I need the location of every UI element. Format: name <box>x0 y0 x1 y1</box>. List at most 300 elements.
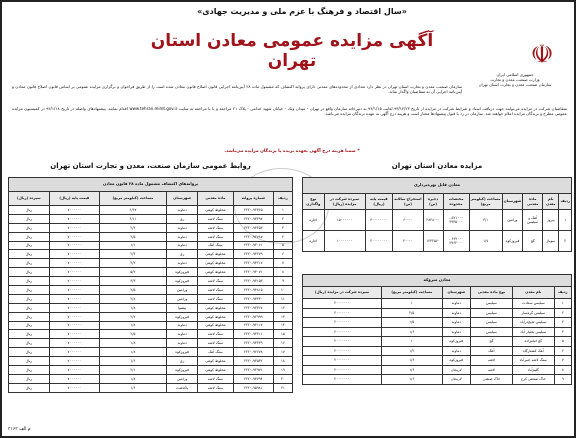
table-caption: معادن قابل بهره‌برداری <box>303 178 572 194</box>
table-cell: ۱/۶ <box>381 356 442 366</box>
table-cell: ۹ <box>273 277 292 286</box>
table-cell: دماوند <box>166 206 197 215</box>
table-cell: سنگ لاشه <box>198 232 233 241</box>
table-cell: ۱۲۴۴۵۶۰ <box>423 231 443 252</box>
table-cell: ۲۲۲۰-۹۲۹۹۹ <box>233 312 273 321</box>
table-cell: ۱ <box>381 299 442 309</box>
table-row <box>303 231 572 252</box>
table-cell: ۲۱ <box>273 383 292 392</box>
table-cell: ۷۰۰۰۰۰۰ <box>49 214 99 223</box>
table-row <box>303 299 572 309</box>
table-row <box>9 241 293 250</box>
table-cell: ریال <box>9 339 50 348</box>
table-cell: سیلیس <box>470 299 512 309</box>
table-cell: ۲۰۰۰۰۰۰۰ <box>303 327 382 337</box>
table-cell: ۵ <box>554 337 571 347</box>
table-cell: ۷۰۰۰۰۰۰ <box>49 366 99 375</box>
table-cell: لاریجان <box>442 375 470 385</box>
table-cell: ری <box>166 214 197 223</box>
table-cell: ۵/۲ <box>99 268 166 277</box>
table-cell: ۲۰۰۰۰۰۰۰ <box>303 299 382 309</box>
table-cell: ۱۵۰۰۰۰۰۰ <box>324 210 365 231</box>
table-row <box>303 356 572 366</box>
table-cell: ریال <box>9 321 50 330</box>
table-body <box>303 210 572 252</box>
table-row <box>9 232 293 241</box>
table-cell: مخلوط کوهی <box>198 321 233 330</box>
table-cell: ریال <box>9 330 50 339</box>
column-header: سپرده (ریال) <box>9 192 50 206</box>
table-cell: ۲/۵ <box>99 330 166 339</box>
table-row <box>9 357 293 366</box>
exploration-permits-table <box>8 177 293 393</box>
column-header: مساحت (کیلومتر مربع) <box>99 192 166 206</box>
table-cell: ۲۲۲۰-۹۳۴۹۷ <box>233 214 273 223</box>
table-cell: ۱۷ <box>273 348 292 357</box>
table-cell: ۶ <box>554 346 571 356</box>
table-cell: ورامین <box>166 374 197 383</box>
table-cell: دماوند <box>166 321 197 330</box>
table-cell: ۱ <box>381 337 442 347</box>
table-cell: سیلیس سعادت <box>512 299 554 309</box>
table-cell: ۱/۱ <box>99 241 166 250</box>
table-cell: گلیم‌آباد <box>512 365 554 375</box>
table-cell: ۲/۴ <box>99 250 166 259</box>
table-cell: سنگ لاشه <box>198 223 233 232</box>
table-cell: دماوند <box>166 330 197 339</box>
table-row <box>9 250 293 259</box>
table-cell: اجاره <box>303 210 325 231</box>
table-row <box>303 337 572 347</box>
table-cell: مخلوط کوهی <box>198 259 233 268</box>
conditions-paragraph: متقاضیان شرکت در مزایده می‌توانند جهت دریافت اسناد و شرایط شرکت در مزایده از تاریخ ۹۳/۱۲/۲۳ لغایت ۹۴/۱/۱۵ به دبیرخانه سازمان واقع در تهران - میدان ونک - خیابان شهید خدامی - پلاک ۲۱ مراجعه و یا با مراجعه به سایت www.tehran.mimt.gov.ir اقدام نمایند. پیشنهادهای واصله در تاریخ ۹۴/۱/۱۸ در کمیسیون مزایده عمومی مطرح و برندگان مزایده اعلام خواهند شد. سازمان در رد یا قبول پیشنهادها مختار است و هزینه درج آگهی به عهده برندگان مزایده می‌باشد. <box>12 106 567 117</box>
table-cell: ۱/۸ <box>99 348 166 357</box>
table-cell: سنگ لاشه <box>198 214 233 223</box>
table-cell: ۴ <box>273 232 292 241</box>
table-cell: ۶۰۰۰۰ <box>393 210 423 231</box>
table-cell: سیلیس بختیار آباد <box>512 327 554 337</box>
table-cell: فیروزکوه <box>442 337 470 347</box>
table-cell: ۲/۲ <box>99 223 166 232</box>
table-cell: ۲۰۰۰۰۰۰۰ <box>303 308 382 318</box>
table-cell: ۱ <box>273 206 292 215</box>
table-cell: ۲۰۰۰۰۰۰۰ <box>303 346 382 356</box>
table-cell: لاشه <box>470 365 512 375</box>
column-header: نوع ماده معدنی <box>470 287 512 299</box>
active-mines-table-wrap <box>302 177 572 252</box>
table-cell: ۲/۸ <box>99 294 166 303</box>
table-cell: سنگ لاشه <box>198 277 233 286</box>
column-header: شهرستان <box>502 194 523 210</box>
table-cell: ۱/۶ <box>381 375 442 385</box>
iran-emblem-icon: ☫ <box>530 40 554 70</box>
table-cell: ۷۰۰۰۰۰۰ <box>49 348 99 357</box>
table-cell: ۱/۶ <box>99 383 166 392</box>
table-cell: دماوند <box>442 327 470 337</box>
column-header: ماده معدنی <box>198 192 233 206</box>
table-cell: ورامین <box>166 294 197 303</box>
table-cell: ۸ <box>273 268 292 277</box>
table-cell: ۲/۲ <box>99 312 166 321</box>
table-cell: خاک صنعتی کرج <box>512 375 554 385</box>
table-cell: ۲/۵ <box>99 286 166 295</box>
table-cell: ۷۰۰۰۰۰۰ <box>49 268 99 277</box>
table-cell: سنگ لاشه امیرآباد <box>512 356 554 366</box>
table-cell: دماوند <box>166 241 197 250</box>
table-row <box>303 327 572 337</box>
table-cell: ۱۱ <box>273 294 292 303</box>
table-row <box>9 321 293 330</box>
table-cell: ۷۰۰۰۰۰۰ <box>49 206 99 215</box>
table-cell: ری <box>166 357 197 366</box>
table-cell: ریال <box>9 348 50 357</box>
table-row <box>9 303 293 312</box>
left-section-title: روابط عمومی سازمان صنعت، معدن و تجارت استان تهران <box>50 162 251 170</box>
table-cell: ورامین <box>502 210 523 231</box>
table-cell: گچ امامزاده <box>512 337 554 347</box>
org-line: وزارت صنعت، معدن و تجارت <box>490 77 540 82</box>
table-cell: سنگ آهک <box>198 348 233 357</box>
table-cell: ۷۰۰۰۰۰۰ <box>49 330 99 339</box>
column-header: ردیف <box>554 287 571 299</box>
table-cell: ۱۴ <box>273 321 292 330</box>
org-line: سازمان صنعت، معدن و تجارت استان تهران <box>478 82 552 87</box>
table-cell: ۳/۳ <box>99 277 166 286</box>
table-cell: ریال <box>9 312 50 321</box>
table-cell: ۷۰۰۰۰۰۰ <box>49 286 99 295</box>
table-cell: ۶/۶۷ <box>99 206 166 215</box>
table-cell: ۷۰۰۰۰۰۰ <box>49 303 99 312</box>
table-cell: سنگ لاشه <box>198 294 233 303</box>
table-row <box>9 339 293 348</box>
column-header: نوع واگذاری <box>303 194 325 210</box>
table-cell: ۲۲۲۰-۹۳۱۵۳ <box>233 277 273 286</box>
table-cell: ۲۰۰۰۰۰۰۰ <box>303 375 382 385</box>
table-cell: سیلیس گرمسار <box>512 308 554 318</box>
table-cell: پاکدشت <box>166 383 197 392</box>
table-cell: لاشه <box>470 356 512 366</box>
table-cell: ریال <box>9 214 50 223</box>
table-cell: ۱/۸ <box>99 339 166 348</box>
table-row <box>9 206 293 215</box>
table-cell: خاک صنعتی <box>470 375 512 385</box>
table-cell: ۲۲۲۰-۹۵۹۸۱ <box>233 383 273 392</box>
table-row <box>9 348 293 357</box>
table-cell: دماوند <box>442 308 470 318</box>
table-cell: ۷ <box>273 259 292 268</box>
right-section-title: مزایده معادن استان تهران <box>391 162 483 170</box>
column-header: سپرده شرکت در مزایده (ریال) <box>303 287 382 299</box>
abandoned-mines-table-wrap <box>302 274 572 385</box>
table-cell: ۷۰۰۰۰۰۰ <box>49 223 99 232</box>
table-cell: گچ <box>470 337 512 347</box>
table-cell: ۷۰۰۰۰۰۰ <box>49 383 99 392</box>
table-row <box>303 318 572 328</box>
table-cell: ۲۲۲۰-۹۳۴۵۴ <box>233 223 273 232</box>
table-cell: ۱۸ <box>273 357 292 366</box>
table-cell: ۳/۱ <box>469 210 502 231</box>
table-cell: پیشوا <box>166 303 197 312</box>
table-cell: دماوند <box>442 346 470 356</box>
table-cell: ریال <box>9 277 50 286</box>
fee-note: * ضمنا هزینه درج آگهی بعهده برنده یا برندگان مزایده می‌باشد. <box>224 149 360 154</box>
table-cell: سنگ لاشه <box>198 330 233 339</box>
table-cell: ۱ <box>559 210 572 231</box>
table-row <box>9 383 293 392</box>
table-cell: ۲۰ <box>273 374 292 383</box>
table-cell: سنگ لاشه <box>198 339 233 348</box>
table-cell: ۷۰۰۰۰۰۰ <box>49 232 99 241</box>
table-cell: ۲/۱ <box>99 366 166 375</box>
table-cell: ریال <box>9 206 50 215</box>
table-cell: ریال <box>9 294 50 303</box>
table-cell: ۲۲۲۰-۹۳۰۷۱ <box>233 268 273 277</box>
table-cell: سیلیس <box>470 318 512 328</box>
table-cell: ۲/۵ <box>99 232 166 241</box>
table-cell: ریال <box>9 250 50 259</box>
column-header: شهرستان <box>442 287 470 299</box>
column-header: ماده معدنی <box>523 194 543 210</box>
table-cell: دماوند <box>442 318 470 328</box>
table-cell: ۲ <box>559 231 572 252</box>
table-row <box>303 375 572 385</box>
table-row <box>9 312 293 321</box>
table-cell: ۲۲۲۰-۹۳۲۱۷ <box>233 259 273 268</box>
table-cell: ۲۰۰۰۰۰۰۰۰ <box>365 231 393 252</box>
table-cell: ریال <box>9 303 50 312</box>
table-row <box>9 223 293 232</box>
table-cell: ۱/۸ <box>99 321 166 330</box>
table-cell: دماوند <box>442 299 470 309</box>
table-cell: ۶/۱۱ <box>99 214 166 223</box>
table-cell: ریال <box>9 366 50 375</box>
table-row <box>303 365 572 375</box>
table-row <box>9 286 293 295</box>
table-cell: سنگ لاشه <box>198 374 233 383</box>
table-cell: ۸ <box>554 365 571 375</box>
table-body <box>303 299 572 385</box>
table-row <box>9 259 293 268</box>
column-header: مساحت (کیلومتر مربع) <box>381 287 442 299</box>
table-cell: ۲۰۰۰۰۰۰۰ <box>303 337 382 347</box>
table-cell: دماوند <box>166 259 197 268</box>
table-cell: مخلوط کوهی <box>198 312 233 321</box>
column-header: قیمت پایه (ریال) <box>365 194 393 210</box>
table-cell: ۱/۸ <box>99 374 166 383</box>
column-header: ردیف <box>273 192 292 206</box>
table-row <box>9 374 293 383</box>
table-cell: آهک <box>470 346 512 356</box>
table-row <box>9 330 293 339</box>
table-cell: ۷۰۰۰۰۰۰ <box>49 294 99 303</box>
table-cell: ۱۶ <box>273 339 292 348</box>
table-cell: سنگ لاشه <box>198 383 233 392</box>
table-cell: سیلیس <box>470 327 512 337</box>
table-cell: مخلوط کوهی <box>198 303 233 312</box>
table-cell: ۷۰۰۰۰۰۰ <box>49 357 99 366</box>
column-header: سپرده شرکت در مزایده (ریال) <box>324 194 365 210</box>
table-row <box>303 346 572 356</box>
table-cell: ۴ <box>554 327 571 337</box>
table-cell: آهک و سیلیس <box>523 210 543 231</box>
table-cell: ۲ <box>273 214 292 223</box>
table-cell: ۷۰۰۰۰۰۰ <box>49 321 99 330</box>
table-cell: مخلوط کوهی <box>198 250 233 259</box>
table-cell: ۱/۶ <box>381 365 442 375</box>
column-header: شهرستان <box>166 192 197 206</box>
table-cell: فیروزکوه <box>166 268 197 277</box>
table-cell: ۲۲۲۰-۹۲۹۷۱ <box>233 366 273 375</box>
table-cell: ریال <box>9 357 50 366</box>
table-cell: ۱/۵ <box>381 318 442 328</box>
table-cell: ۱/۸ <box>99 303 166 312</box>
table-cell: ریال <box>9 268 50 277</box>
organization-block <box>460 72 570 87</box>
table-cell: مخلوط کوهی <box>198 268 233 277</box>
exploration-permits-table-wrap <box>8 177 293 393</box>
table-cell: آهک کشتارگاه <box>512 346 554 356</box>
table-cell: مخلوط کوهی <box>198 206 233 215</box>
table-cell: سیلیس شیخ‌درآباد <box>512 318 554 328</box>
table-cell: ۷۰۰۰۰۰۰ <box>49 339 99 348</box>
table-cell: ۲۲۲۰-۹۴۱۱۷ <box>233 321 273 330</box>
table-cell: سیلیس <box>470 308 512 318</box>
table-cell: ۵ <box>273 241 292 250</box>
table-cell: ۵۲۱۰۰۰ - ۳۹۳۵۰۰۰ <box>443 210 469 231</box>
table-cell: ۲۲۲۰-۹۳۴۳۰ <box>233 294 273 303</box>
table-cell: ۳ <box>554 318 571 328</box>
table-cell: ۷۰۰۰۰۰۰ <box>49 250 99 259</box>
table-cell: ۱/۲ <box>381 346 442 356</box>
table-row <box>303 308 572 318</box>
table-cell: ۲۲۲۰-۹۳۴۱۱ <box>233 330 273 339</box>
table-cell: ۲۲۲۰-۹۲۴۶۵ <box>233 206 273 215</box>
intro-paragraph: سازمان صنعت، معدن و تجارت استان تهران در نظر دارد تعدادی از محدوده‌های معدنی دارای پروانه اکتشاف که مشمول ماده ۲۸ آیین‌نامه اجرایی قانون اصلاح قانون معادن شده است را از طریق فراخوان و برگزاری مزایده عمومی بر اساس قانون اصلاح قانون معادن و آیین‌نامه اجرایی آن به متقاضیان واگذار نماید. <box>12 84 463 95</box>
ad-code: م الف ۳۱۶۳ <box>8 426 31 432</box>
column-header: نام معدن <box>543 194 559 210</box>
table-caption: پروانه‌های اکتشاف مشمول ماده ۲۸ قانون معادن <box>9 178 293 192</box>
column-header: مساحت (کیلومتر مربع) <box>469 194 502 210</box>
table-cell: دماوند <box>166 223 197 232</box>
table-cell: لاریجان <box>442 365 470 375</box>
table-cell: فیروزکوه <box>166 312 197 321</box>
table-cell: ۲۲۲۰-۹۳۷۹۴ <box>233 374 273 383</box>
column-header: شماره پروانه <box>233 192 273 206</box>
table-cell: ۱۹ <box>273 366 292 375</box>
table-cell: ریال <box>9 232 50 241</box>
table-cell: فیروزکوه <box>166 366 197 375</box>
table-cell: ۱۳ <box>273 312 292 321</box>
table-cell: ۴۰۰۰۰ <box>393 231 423 252</box>
table-cell: ۲۲۲۰-۹۴۸۱۵ <box>233 286 273 295</box>
table-cell: ۲۰۰۰۰۰۰۰ <box>303 356 382 366</box>
table-cell: اجاره <box>303 231 325 252</box>
table-cell: ۱۵ <box>273 330 292 339</box>
table-row <box>9 268 293 277</box>
table-cell: ریال <box>9 383 50 392</box>
table-cell: ریال <box>9 374 50 383</box>
table-row <box>9 214 293 223</box>
table-cell: ۲۲۲۰-۹۲۷۸۷ <box>233 232 273 241</box>
table-cell: ۷۰۰۰۰۰۰ <box>49 277 99 286</box>
table-cell: ۷ <box>554 356 571 366</box>
table-cell: ۱/۶ <box>99 357 166 366</box>
column-header: نام معدن <box>512 287 554 299</box>
table-cell: فیروزکوه <box>442 356 470 366</box>
table-cell: ۲۲۲۰-۹۳۴۳۹ <box>233 339 273 348</box>
table-caption: معادن متروکه <box>303 275 572 287</box>
table-row <box>9 366 293 375</box>
table-cell: ۲۲۲۰-۹۲۰۶۱ <box>233 241 273 250</box>
column-header: ذخیره (تن) <box>423 194 443 210</box>
table-cell: ۲۸۴۸۰۰۰ <box>423 210 443 231</box>
table-cell: سوباژ <box>543 231 559 252</box>
table-cell: ۷۰۰۰۰۰۰ <box>49 259 99 268</box>
table-cell: ۶۴۲۰۰۰ - ۳۹۶۲۰۰۰ <box>443 231 469 252</box>
table-cell: فیروزکوه <box>166 277 197 286</box>
column-header: مختصات محدوده <box>443 194 469 210</box>
table-cell: ۶ <box>273 250 292 259</box>
table-row <box>303 210 572 231</box>
table-cell: ری <box>166 250 197 259</box>
table-cell: ریال <box>9 223 50 232</box>
table-cell: ۴/۲ <box>99 259 166 268</box>
table-row <box>9 294 293 303</box>
table-cell: ۱/۷ <box>469 231 502 252</box>
table-body <box>9 206 293 393</box>
table-cell: ۲/۵ <box>381 308 442 318</box>
table-cell: سنگ لاشه <box>198 286 233 295</box>
table-cell: ریال <box>9 259 50 268</box>
table-cell: ۷۰۰۰۰۰۰ <box>49 374 99 383</box>
table-cell: ۱/۶ <box>381 327 442 337</box>
table-cell: ۳۰۰۰۰۰۰۰۰ <box>365 210 393 231</box>
table-cell: ۲۲۲۰-۹۳۵۳۲ <box>233 357 273 366</box>
slogan-line: «سال اقتصاد و فرهنگ با عزم ملی و مدیریت جهادی» <box>197 7 407 16</box>
table-cell: ۲۲۲۰-۹۳۲۷۹ <box>233 250 273 259</box>
table-cell: ۷۰۰۰۰۰۰ <box>49 241 99 250</box>
table-cell: سنگ آهک <box>198 241 233 250</box>
table-cell: ۱۰ <box>273 286 292 295</box>
active-mines-table <box>302 177 572 252</box>
table-cell: فیروزکوه <box>166 348 197 357</box>
ad-title: آگهی مزایده عمومی معادن استان تهران <box>150 31 434 71</box>
table-cell: ۲ <box>554 308 571 318</box>
table-cell: ۲۰۰۰۰۰۰۰ <box>303 365 382 375</box>
table-cell: ورامین <box>166 286 197 295</box>
table-cell: ۹ <box>554 375 571 385</box>
table-cell: ریال <box>9 286 50 295</box>
table-cell: ۱۰۰۰۰۰۰۰ <box>324 231 365 252</box>
table-cell: ۲۲۲۰-۹۲۶۷۸ <box>233 348 273 357</box>
column-header: قیمت پایه (ریال) <box>49 192 99 206</box>
table-cell: ۳ <box>273 223 292 232</box>
table-cell: پیروز <box>543 210 559 231</box>
table-cell: گچ <box>523 231 543 252</box>
table-cell: دماوند <box>166 339 197 348</box>
table-cell: ۲۰۰۰۰۰۰۰ <box>303 318 382 328</box>
abandoned-mines-table <box>302 274 572 385</box>
table-cell: ۱۲ <box>273 303 292 312</box>
table-cell: ریال <box>9 241 50 250</box>
column-header: استخراج سالانه (تن) <box>393 194 423 210</box>
table-cell: فیروزکوه <box>502 231 523 252</box>
org-line: جمهوری اسلامی ایران <box>496 72 534 77</box>
table-cell: دماوند <box>166 232 197 241</box>
table-cell: ۷۰۰۰۰۰۰ <box>49 312 99 321</box>
column-header: ردیف <box>559 194 572 210</box>
table-cell: مخلوط کوهی <box>198 357 233 366</box>
